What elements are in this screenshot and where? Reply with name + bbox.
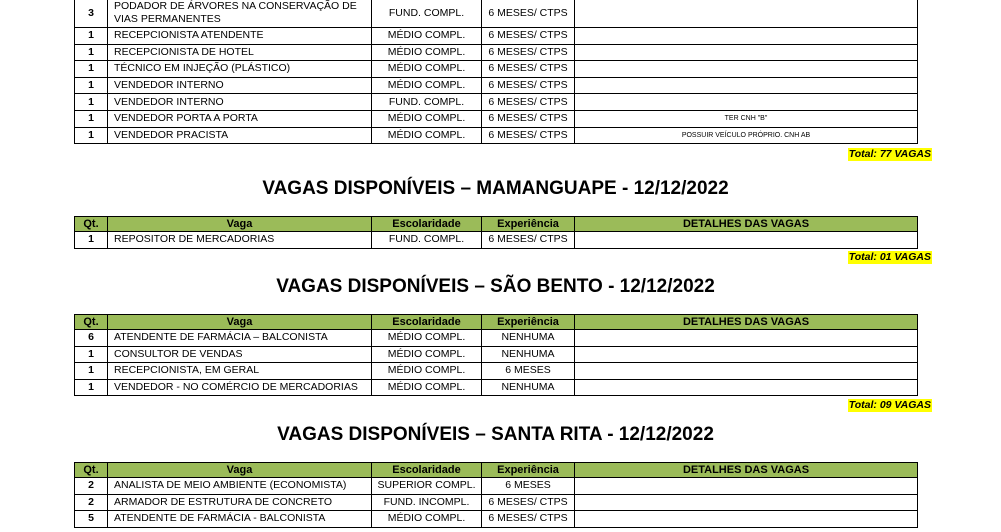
sao-bento-title: VAGAS DISPONÍVEIS – SÃO BENTO - 12/12/2022 (276, 276, 715, 297)
cell-detalhes (575, 363, 918, 380)
table-row (75, 363, 918, 380)
prev-total: Total: 77 VAGAS (848, 148, 931, 160)
cell-vaga: REPOSITOR DE MERCADORIAS (108, 232, 372, 249)
table-header-row (75, 463, 918, 478)
cell-detalhes (575, 379, 918, 396)
cell-experiencia: NENHUMA (482, 379, 575, 396)
table-header-row (75, 217, 918, 232)
table-header-row (75, 315, 918, 330)
cell-vaga: VENDEDOR INTERNO (108, 94, 372, 111)
cell-experiencia: 6 MESES/ CTPS (482, 94, 575, 111)
cell-escolaridade: MÉDIO COMPL. (372, 127, 482, 144)
cell-vaga: RECEPCIONISTA, EM GERAL (108, 363, 372, 380)
mamanguape-total: Total: 01 VAGAS (848, 251, 931, 263)
header-detalhes: DETALHES DAS VAGAS (575, 463, 918, 478)
cell-escolaridade: MÉDIO COMPL. (372, 511, 482, 528)
cell-experiencia: 6 MESES/ CTPS (482, 77, 575, 94)
cell-escolaridade: MÉDIO COMPL. (372, 379, 482, 396)
cell-detalhes (575, 0, 918, 28)
cell-detalhes: POSSUIR VEÍCULO PRÓPRIO. CNH AB (575, 127, 918, 144)
cell-vaga: VENDEDOR - NO COMÉRCIO DE MERCADORIAS (108, 379, 372, 396)
table-row (75, 28, 918, 45)
cell-vaga: ANALISTA DE MEIO AMBIENTE (ECONOMISTA) (108, 478, 372, 495)
cell-escolaridade: MÉDIO COMPL. (372, 110, 482, 127)
cell-qt: 1 (75, 28, 108, 45)
header-escolaridade: Escolaridade (372, 315, 482, 330)
header-experiencia: Experiência (482, 217, 575, 232)
header-vaga: Vaga (108, 315, 372, 330)
mamanguape-title: VAGAS DISPONÍVEIS – MAMANGUAPE - 12/12/2022 (262, 178, 729, 199)
cell-vaga: ARMADOR DE ESTRUTURA DE CONCRETO (108, 494, 372, 511)
cell-escolaridade: FUND. INCOMPL. (372, 494, 482, 511)
cell-experiencia: 6 MESES (482, 363, 575, 380)
cell-vaga: VENDEDOR PRACISTA (108, 127, 372, 144)
table-row (75, 61, 918, 78)
cell-qt: 1 (75, 94, 108, 111)
cell-escolaridade: MÉDIO COMPL. (372, 346, 482, 363)
cell-qt: 2 (75, 478, 108, 495)
cell-qt: 6 (75, 330, 108, 347)
mamanguape-jobs-table (74, 216, 918, 249)
cell-vaga: ATENDENTE DE FARMÁCIA – BALCONISTA (108, 330, 372, 347)
cell-vaga: TÉCNICO EM INJEÇÃO (PLÁSTICO) (108, 61, 372, 78)
header-vaga: Vaga (108, 463, 372, 478)
sao-bento-total: Total: 09 VAGAS (848, 399, 931, 411)
cell-experiencia: 6 MESES/ CTPS (482, 127, 575, 144)
cell-vaga: ATENDENTE DE FARMÁCIA - BALCONISTA (108, 511, 372, 528)
cell-qt: 2 (75, 494, 108, 511)
cell-experiencia: 6 MESES/ CTPS (482, 61, 575, 78)
cell-detalhes (575, 494, 918, 511)
prev-jobs-table (74, 0, 918, 144)
cell-qt: 3 (75, 0, 108, 28)
header-escolaridade: Escolaridade (372, 463, 482, 478)
cell-qt: 1 (75, 61, 108, 78)
table-row (75, 330, 918, 347)
cell-vaga: PODADOR DE ÁRVORES NA CONSERVAÇÃO DE VIAS PERMANENTES (108, 0, 372, 28)
cell-experiencia: 6 MESES/ CTPS (482, 28, 575, 45)
cell-qt: 1 (75, 44, 108, 61)
cell-experiencia: 6 MESES/ CTPS (482, 0, 575, 28)
cell-vaga: VENDEDOR PORTA A PORTA (108, 110, 372, 127)
cell-vaga: VENDEDOR INTERNO (108, 77, 372, 94)
cell-escolaridade: SUPERIOR COMPL. (372, 478, 482, 495)
cell-detalhes (575, 511, 918, 528)
cell-qt: 1 (75, 77, 108, 94)
table-row (75, 110, 918, 127)
cell-detalhes (575, 61, 918, 78)
cell-experiencia: 6 MESES/ CTPS (482, 494, 575, 511)
cell-escolaridade: MÉDIO COMPL. (372, 363, 482, 380)
cell-experiencia: 6 MESES/ CTPS (482, 232, 575, 249)
cell-escolaridade: FUND. COMPL. (372, 232, 482, 249)
cell-qt: 5 (75, 511, 108, 528)
table-row (75, 478, 918, 495)
sao-bento-jobs-body (75, 315, 918, 396)
header-qt: Qt. (75, 315, 108, 330)
table-row (75, 44, 918, 61)
cell-detalhes (575, 232, 918, 249)
santa-rita-title: VAGAS DISPONÍVEIS – SANTA RITA - 12/12/2022 (277, 424, 714, 445)
cell-experiencia: 6 MESES/ CTPS (482, 511, 575, 528)
header-qt: Qt. (75, 217, 108, 232)
header-qt: Qt. (75, 463, 108, 478)
cell-qt: 1 (75, 127, 108, 144)
cell-escolaridade: MÉDIO COMPL. (372, 330, 482, 347)
cell-detalhes (575, 94, 918, 111)
table-row (75, 94, 918, 111)
table-row (75, 127, 918, 144)
cell-escolaridade: FUND. COMPL. (372, 0, 482, 28)
sao-bento-jobs-table (74, 314, 918, 396)
header-experiencia: Experiência (482, 315, 575, 330)
cell-experiencia: 6 MESES (482, 478, 575, 495)
header-detalhes: DETALHES DAS VAGAS (575, 315, 918, 330)
prev-jobs-body (75, 0, 918, 144)
cell-vaga: CONSULTOR DE VENDAS (108, 346, 372, 363)
cell-detalhes (575, 77, 918, 94)
cell-qt: 1 (75, 363, 108, 380)
cell-escolaridade: FUND. COMPL. (372, 94, 482, 111)
santa-rita-jobs-body (75, 463, 918, 528)
cell-escolaridade: MÉDIO COMPL. (372, 77, 482, 94)
cell-detalhes (575, 28, 918, 45)
cell-qt: 1 (75, 379, 108, 396)
header-vaga: Vaga (108, 217, 372, 232)
cell-experiencia: 6 MESES/ CTPS (482, 44, 575, 61)
cell-vaga: RECEPCIONISTA DE HOTEL (108, 44, 372, 61)
header-escolaridade: Escolaridade (372, 217, 482, 232)
cell-experiencia: NENHUMA (482, 330, 575, 347)
cell-qt: 1 (75, 110, 108, 127)
header-detalhes: DETALHES DAS VAGAS (575, 217, 918, 232)
cell-escolaridade: MÉDIO COMPL. (372, 28, 482, 45)
table-row (75, 511, 918, 528)
table-row (75, 494, 918, 511)
mamanguape-jobs-body (75, 217, 918, 249)
cell-detalhes (575, 478, 918, 495)
header-experiencia: Experiência (482, 463, 575, 478)
cell-detalhes (575, 44, 918, 61)
cell-detalhes (575, 330, 918, 347)
cell-detalhes: TER CNH "B" (575, 110, 918, 127)
table-row (75, 0, 918, 28)
cell-escolaridade: MÉDIO COMPL. (372, 61, 482, 78)
santa-rita-jobs-table (74, 462, 918, 528)
table-row (75, 346, 918, 363)
cell-qt: 1 (75, 346, 108, 363)
cell-experiencia: 6 MESES/ CTPS (482, 110, 575, 127)
cell-experiencia: NENHUMA (482, 346, 575, 363)
table-row (75, 77, 918, 94)
cell-escolaridade: MÉDIO COMPL. (372, 44, 482, 61)
table-row (75, 379, 918, 396)
cell-qt: 1 (75, 232, 108, 249)
table-row (75, 232, 918, 249)
cell-vaga: RECEPCIONISTA ATENDENTE (108, 28, 372, 45)
cell-detalhes (575, 346, 918, 363)
